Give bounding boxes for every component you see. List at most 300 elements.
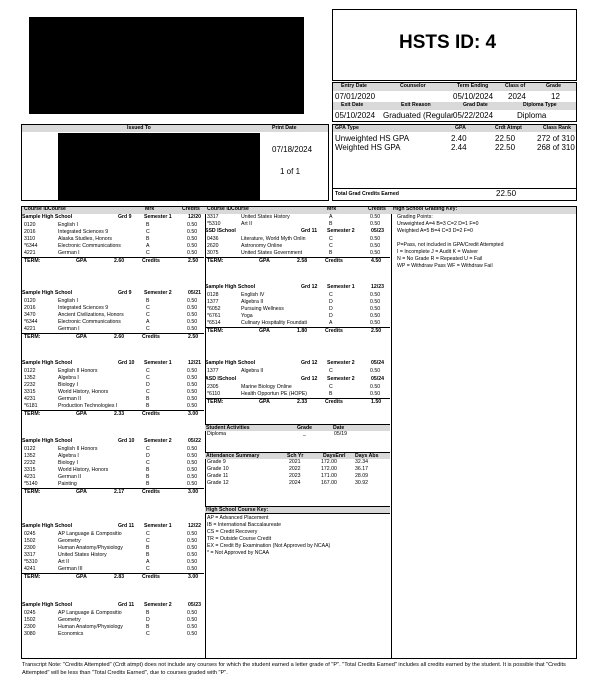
course-id: 2620 [207, 243, 219, 249]
term-summary [205, 257, 390, 264]
credits-label: Credits [325, 258, 343, 264]
grading-key [391, 206, 576, 270]
course-credits: 0.50 [187, 559, 198, 565]
gpa-label: GPA [259, 258, 270, 264]
gpa-label: GPA [76, 489, 87, 495]
term-label: TERM: [207, 258, 224, 264]
course-mark: B [329, 250, 333, 256]
grading-key-line: N = No Grade R = Repeated U = Fail [397, 256, 483, 262]
course-mark: A [146, 319, 150, 325]
course-id: 1502 [24, 617, 36, 623]
course-name: Ancient Civilizations, Honors [58, 312, 124, 318]
course-id: 2016 [24, 229, 36, 235]
gpa-value: 2.40 [451, 134, 467, 143]
course-mark: C [329, 384, 333, 390]
attendance-grade: Grade 11 [207, 473, 229, 479]
semester: Semester 2 [144, 602, 172, 608]
class-of-header: Class of [505, 83, 526, 89]
term-header [22, 523, 204, 530]
course-id: 0122 [24, 446, 36, 452]
attendance-grade: Grade 12 [207, 480, 229, 486]
course-row [22, 319, 204, 326]
gpa-box [332, 124, 577, 201]
days-abs-header: Days Abs [355, 453, 379, 459]
term-label: TERM: [24, 574, 41, 580]
course-id: 4241 [24, 566, 36, 572]
course-mark: C [146, 631, 150, 637]
grade-value: 12 [551, 92, 560, 101]
course-row [205, 391, 390, 398]
course-credits: 0.50 [370, 306, 381, 312]
student-activities [205, 424, 390, 439]
attendance-grade: Grade 10 [207, 466, 229, 472]
course-id: 3470 [24, 312, 36, 318]
course-credits: 0.50 [187, 389, 198, 395]
redacted-recipient [58, 133, 260, 201]
term-label: TERM: [24, 411, 41, 417]
gpa-label: GPA [76, 574, 87, 580]
attendance-year: 2021 [289, 459, 301, 465]
course-row [205, 306, 390, 313]
grade-level: Grd 10 [118, 438, 135, 444]
page-count: 1 of 1 [280, 167, 301, 176]
course-id: *5140 [24, 481, 38, 487]
course-mark: B [146, 396, 150, 402]
course-name: Integrated Sciences 9 [58, 305, 109, 311]
course-credits: 0.50 [187, 243, 198, 249]
term-label: TERM: [24, 489, 41, 495]
course-mark: C [146, 375, 150, 381]
course-id: 2300 [24, 624, 36, 630]
course-name: Biology I [58, 382, 78, 388]
course-row [22, 389, 204, 396]
term-ending-header: Term Ending [457, 83, 489, 89]
course-id: *6761 [207, 313, 221, 319]
course-credits: 0.50 [187, 545, 198, 551]
term-date: 12/21 [188, 360, 201, 366]
course-id: 3080 [24, 631, 36, 637]
course-row [22, 624, 204, 631]
course-name: English II Honors [58, 368, 98, 374]
course-row [22, 229, 204, 236]
grading-key-line: P=Pass, not included in GPA/Credit Attempted [397, 242, 504, 248]
course-row [205, 320, 390, 327]
course-mark: B [146, 298, 150, 304]
course-mark: C [146, 250, 150, 256]
course-id: 1352 [24, 453, 36, 459]
course-mark: D [329, 313, 333, 319]
term-header [22, 438, 204, 445]
course-row [22, 467, 204, 474]
hsts-id-box [332, 9, 577, 81]
course-mark: A [329, 320, 333, 326]
grade-level: Grd 12 [301, 376, 318, 382]
attendance-row [205, 473, 390, 480]
course-mark: C [146, 312, 150, 318]
gpa-label: GPA [259, 399, 270, 405]
grade-level: Grd 9 [118, 290, 132, 296]
course-name: English IV [241, 292, 265, 298]
entry-date: 07/01/2020 [335, 92, 376, 101]
gpa-type-header: GPA Type [335, 125, 359, 131]
course-credits: 0.50 [370, 320, 381, 326]
gpa-type: Weighted HS GPA [335, 143, 401, 152]
course-id: 0120 [24, 222, 36, 228]
term-date: 12/23 [371, 284, 384, 290]
course-name: English I [58, 222, 78, 228]
course-id: 2232 [24, 382, 36, 388]
school-name: SSD ISchool [205, 228, 236, 234]
course-id: 3075 [207, 250, 219, 256]
course-row [22, 538, 204, 545]
term-summary [22, 257, 204, 264]
course-id: 3110 [24, 236, 36, 242]
grade-header: Grade [546, 83, 561, 89]
term-credits: 2.50 [188, 258, 199, 264]
course-id: 4221 [24, 326, 36, 332]
term-credits: 2.50 [371, 328, 382, 334]
grade-level: Grd 12 [301, 360, 318, 366]
course-mark: C [146, 531, 150, 537]
course-mark: D [329, 306, 333, 312]
course-mark: B [146, 236, 150, 242]
course-row [205, 299, 390, 306]
course-name: Art II [58, 559, 69, 565]
term-summary [205, 398, 390, 405]
grading-key-line: WP = Withdraw Pass WF = Withdraw Fail [397, 263, 493, 269]
course-mark: C [146, 229, 150, 235]
course-mark: B [146, 467, 150, 473]
attendance-year: 2023 [289, 473, 301, 479]
school-name: Sample High School [205, 284, 256, 290]
class-of: 2024 [508, 92, 526, 101]
course-row [22, 403, 204, 410]
activity-name: Diploma [207, 431, 227, 437]
credits-label: Credits [325, 328, 343, 334]
course-id: 1377 [207, 368, 219, 374]
course-row [22, 368, 204, 375]
course-credits: 0.50 [187, 538, 198, 544]
course-mark: C [329, 236, 333, 242]
term-summary [22, 573, 204, 580]
course-mark: C [146, 446, 150, 452]
semester: Semester 1 [144, 360, 172, 366]
grading-key-title: High School Grading Key: [393, 206, 458, 212]
course-mark: B [146, 474, 150, 480]
grad-date: 05/22/2024 [453, 111, 494, 120]
course-name: Human Anatomy/Physiology [58, 545, 123, 551]
crdt-atmpt-header: Crdt Atmpt [495, 125, 522, 131]
course-credits: 0.50 [187, 326, 198, 332]
course-name: United States History [241, 214, 290, 220]
course-key-item: AP = Advanced Placement [207, 515, 269, 521]
course-row [22, 446, 204, 453]
term-credits: 4.50 [371, 258, 382, 264]
course-name: Algebra I [58, 453, 79, 459]
school-name: Sample High School [22, 523, 73, 529]
course-row [22, 552, 204, 559]
course-credits: 0.50 [187, 610, 198, 616]
term-gpa: 2.60 [114, 258, 125, 264]
semester: Semester 2 [327, 360, 355, 366]
course-credits: 0.50 [370, 313, 381, 319]
course-mark: C [329, 292, 333, 298]
entry-date-header: Entry Date [341, 83, 367, 89]
course-row [22, 236, 204, 243]
course-id: 3317 [24, 552, 36, 558]
gpa-label: GPA [259, 328, 270, 334]
grading-key-line: Grading Points: [397, 214, 433, 220]
course-credits: 0.50 [187, 305, 198, 311]
course-row [22, 460, 204, 467]
course-credits: 0.50 [187, 312, 198, 318]
course-id: 0245 [24, 531, 36, 537]
term-date: 05/22 [188, 438, 201, 444]
gpa-value: 2.44 [451, 143, 467, 152]
grade-level: Grd 11 [118, 523, 135, 529]
course-credits: 0.50 [187, 319, 198, 325]
course-id: *6514 [207, 320, 221, 326]
course-id: 4231 [24, 474, 36, 480]
course-name: Human Anatomy/Physiology [58, 624, 123, 630]
course-credits: 0.50 [187, 382, 198, 388]
course-credits: 0.50 [187, 250, 198, 256]
course-row [22, 375, 204, 382]
term-header [22, 602, 204, 609]
term-summary [205, 327, 390, 334]
course-id: 0128 [207, 292, 219, 298]
course-mark: C [146, 460, 150, 466]
course-name: World History, Honors [58, 467, 109, 473]
course-row [22, 474, 204, 481]
course-id: 1352 [24, 375, 36, 381]
course-name: English I [58, 298, 78, 304]
course-id: 2232 [24, 460, 36, 466]
exit-date: 05/10/2024 [335, 111, 376, 120]
term-gpa: 2.60 [114, 334, 125, 340]
course-row [22, 243, 204, 250]
attendance-header: Attendance Summary [206, 453, 260, 459]
course-id: *6344 [24, 243, 38, 249]
course-row [22, 453, 204, 460]
course-name: Biology I [58, 460, 78, 466]
days-enrl-header: DaysEnrl [323, 453, 346, 459]
term-header [205, 376, 390, 383]
school-name: ASD ISchool [205, 376, 237, 382]
term-date: 05/24 [371, 376, 384, 382]
course-mark: D [146, 453, 150, 459]
course-name: Geometry [58, 617, 81, 623]
term-header [22, 214, 204, 221]
course-id: *6344 [24, 319, 38, 325]
credits-label: Credits [142, 258, 160, 264]
course-mark: B [146, 222, 150, 228]
course-row [22, 617, 204, 624]
course-row [22, 222, 204, 229]
days-enrolled: 167.00 [321, 480, 337, 486]
credits-label: Credits [142, 334, 160, 340]
course-id: 2016 [24, 305, 36, 311]
course-row [205, 236, 390, 243]
exit-date-header: Exit Date [341, 102, 364, 108]
course-credits: 0.50 [187, 368, 198, 374]
term-gpa: 2.33 [114, 411, 125, 417]
grading-key-line: Weighted A=5 B=4 C=3 D=2 F=0 [397, 228, 473, 234]
course-id: 2305 [207, 384, 219, 390]
term-label: TERM: [207, 399, 224, 405]
course-id: *6181 [24, 403, 38, 409]
course-credits: 0.50 [187, 396, 198, 402]
course-id: 4221 [24, 250, 36, 256]
class-rank-header: Class Rank [543, 125, 571, 131]
counselor-header: Counselor [400, 83, 426, 89]
course-name: Marine Biology Online [241, 384, 292, 390]
course-id: 0122 [24, 368, 36, 374]
course-credits: 0.50 [187, 481, 198, 487]
course-credits: 0.50 [370, 299, 381, 305]
course-name: German I [58, 250, 80, 256]
course-name: Geometry [58, 538, 81, 544]
term-date: 12/20 [188, 214, 201, 220]
course-key [205, 506, 390, 557]
school-name: Sample High School [22, 214, 73, 220]
school-name: Sample High School [22, 438, 73, 444]
course-row [22, 631, 204, 638]
course-row [205, 368, 390, 375]
course-id: 0120 [24, 298, 36, 304]
course-id: 0436 [207, 236, 219, 242]
term-label: TERM: [207, 328, 224, 334]
term-ending: 05/10/2024 [453, 92, 494, 101]
course-row [205, 221, 390, 228]
course-credits: 0.50 [187, 446, 198, 452]
course-mark: B [146, 545, 150, 551]
course-credits: 0.50 [187, 460, 198, 466]
course-name: Production Technologies I [58, 403, 118, 409]
course-mark: C [146, 326, 150, 332]
course-row [22, 559, 204, 566]
term-header [22, 360, 204, 367]
print-date-label: Print Date [272, 125, 297, 131]
course-name: Electronic Communications [58, 319, 121, 325]
term-gpa: 2.58 [297, 258, 308, 264]
course-credits: 0.50 [187, 474, 198, 480]
course-id: 0245 [24, 610, 36, 616]
course-row [205, 313, 390, 320]
course-id: 4231 [24, 396, 36, 402]
school-name: Sample High School [205, 360, 256, 366]
grade-level: Grd 11 [301, 228, 318, 234]
course-name: AP Language & Compositio [58, 610, 122, 616]
grading-key-line: I = Incomplete J = Audit K = Waiver [397, 249, 478, 255]
semester: Semester 2 [144, 438, 172, 444]
term-summary [22, 410, 204, 417]
grade-level: Grd 9 [118, 214, 132, 220]
term-gpa: 2.33 [297, 399, 308, 405]
course-name: Health Opportun PE (HOPE) [241, 391, 308, 397]
course-mark: B [146, 624, 150, 630]
term-date: 12/22 [188, 523, 201, 529]
course-row [205, 384, 390, 391]
attendance-grade: Grade 9 [207, 459, 226, 465]
attendance-summary [205, 452, 390, 487]
exit-reason-header: Exit Reason [401, 102, 431, 108]
gpa-rank: 268 of 310 [537, 143, 575, 152]
course-row [22, 396, 204, 403]
term-date: 05/24 [371, 360, 384, 366]
grade-level: Grd 12 [301, 284, 318, 290]
attendance-row [205, 466, 390, 473]
credits-label: Credits [142, 489, 160, 495]
term-credits: 2.50 [188, 334, 199, 340]
course-credits: 0.50 [187, 453, 198, 459]
course-name: German I [58, 326, 80, 332]
course-name: Electronic Communications [58, 243, 121, 249]
course-name: Yoga [241, 313, 253, 319]
exit-reason: Graduated (Regular [383, 111, 454, 120]
course-mark: B [146, 481, 150, 487]
course-mark: B [146, 552, 150, 558]
school-name: Sample High School [22, 290, 73, 296]
course-id: *6110 [207, 391, 221, 397]
course-mark: C [146, 368, 150, 374]
term-credits: 3.00 [188, 489, 199, 495]
term-header [205, 284, 390, 291]
credits-label: Credits [142, 574, 160, 580]
diploma-type: Diploma [517, 111, 547, 120]
course-name: English II Honors [58, 446, 98, 452]
attendance-year: 2022 [289, 466, 301, 472]
course-row [22, 326, 204, 333]
grading-key-line: Unweighted A=4 B=3 C=2 D=1 F=0 [397, 221, 479, 227]
course-row [22, 382, 204, 389]
sch-yr-header: Sch Yr [287, 453, 304, 459]
course-name: Literature, World Myth Onlin [241, 236, 306, 242]
course-credits: 0.50 [187, 236, 198, 242]
credits-label: Credits [142, 411, 160, 417]
semester: Semester 1 [327, 284, 355, 290]
term-gpa: 2.83 [114, 574, 125, 580]
course-name: Algebra II [241, 368, 264, 374]
days-absent: 30.92 [355, 480, 368, 486]
gpa-label: GPA [76, 334, 87, 340]
course-row [22, 481, 204, 488]
course-name: Economics [58, 631, 84, 637]
course-name: Algebra I [58, 375, 79, 381]
course-key-item: * = Not Approved by NCAA [207, 550, 270, 556]
diploma-type-header: Diploma Type [523, 102, 557, 108]
course-id: 1377 [207, 299, 219, 305]
course-mark: A [329, 214, 333, 220]
course-name: United States History [58, 552, 107, 558]
course-credits: 0.50 [370, 292, 381, 298]
course-credits: 0.50 [187, 531, 198, 537]
enrollment-box [332, 82, 577, 122]
gpa-label: GPA [76, 258, 87, 264]
course-credits: 0.50 [187, 229, 198, 235]
course-name: AP Language & Compositio [58, 531, 122, 537]
days-enrolled: 172.00 [321, 459, 337, 465]
course-credits: 0.50 [370, 384, 381, 390]
days-enrolled: 171.00 [321, 473, 337, 479]
course-credits: 0.50 [370, 391, 381, 397]
term-header [205, 360, 390, 367]
course-key-item: EX = Credit By Examination (Not Approved by NCAA) [207, 543, 331, 549]
school-name: Sample High School [22, 360, 73, 366]
semester: Semester 2 [144, 290, 172, 296]
term-gpa: 2.17 [114, 489, 125, 495]
course-credits: 0.50 [187, 566, 198, 572]
